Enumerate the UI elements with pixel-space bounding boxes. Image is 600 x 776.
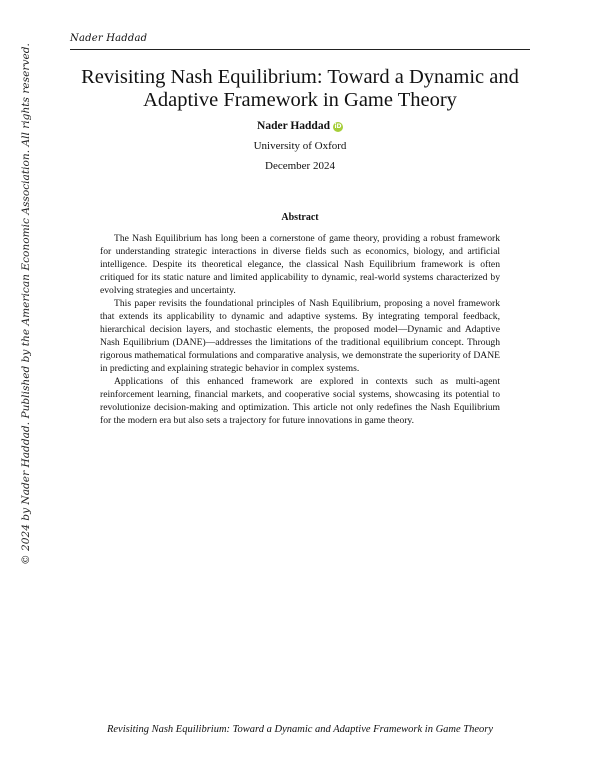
running-head-author: Nader Haddad [70, 33, 148, 44]
abstract-paragraph: This paper revisits the foundational principles of Nash Equilibrium, proposing a novel framework that extends its applicability to dynamic and adaptive systems. By integrating temporal feedback, hierarchical decision layers, and stochastic elements, the proposed model—Dynamic and Adaptive Nash Equilibrium (DANE)—addresses the limitations of the traditional equilibrium concept. Through rigorous mathematical formulations and comparative analysis, we demonstrate the superiority of DANE in predicting and explaining strategic behavior in complex systems. [100, 298, 500, 374]
author-name: Nader Haddad [257, 120, 330, 132]
copyright-symbol: © [20, 554, 32, 565]
paper-title [60, 66, 540, 112]
running-foot-title: Revisiting Nash Equilibrium: Toward a Dynamic and Adaptive Framework in Game Theory [106, 724, 494, 735]
publication-date: December 2024 [265, 160, 335, 172]
orcid-icon[interactable]: iD [334, 123, 342, 130]
abstract-paragraph: The Nash Equilibrium has long been a cornerstone of game theory, providing a robust framework for understanding strategic interactions in diverse fields such as economics, biology, and artificial intelligence. Despite its theoretical elegance, the classical Nash Equilibrium framework is often critiqued for its static nature and limited applicability to dynamic, real-world systems characterized by evolving strategies and uncertainty. [100, 233, 500, 296]
copyright-text: 2024 by Nader Haddad. Published by the American Economic Association. All rights reserved. [20, 43, 32, 552]
title-line-1: Revisiting Nash Equilibrium: Toward a Dynamic and [81, 66, 519, 88]
abstract-heading: Abstract [281, 212, 319, 223]
author-line [0, 120, 600, 132]
abstract-body [100, 232, 500, 427]
title-line-2: Adaptive Framework in Game Theory [143, 89, 457, 111]
abstract-paragraph: Applications of this enhanced framework are explored in contexts such as multi-agent reinforcement learning, financial markets, and cooperative social systems, showcasing its potential to revolutionize decision-making and optimization. This article not only redefines the Nash Equilibrium for the modern era but also sets a trajectory for future innovations in game theory. [100, 376, 500, 426]
header-rule [70, 49, 530, 50]
affiliation: University of Oxford [253, 140, 347, 152]
